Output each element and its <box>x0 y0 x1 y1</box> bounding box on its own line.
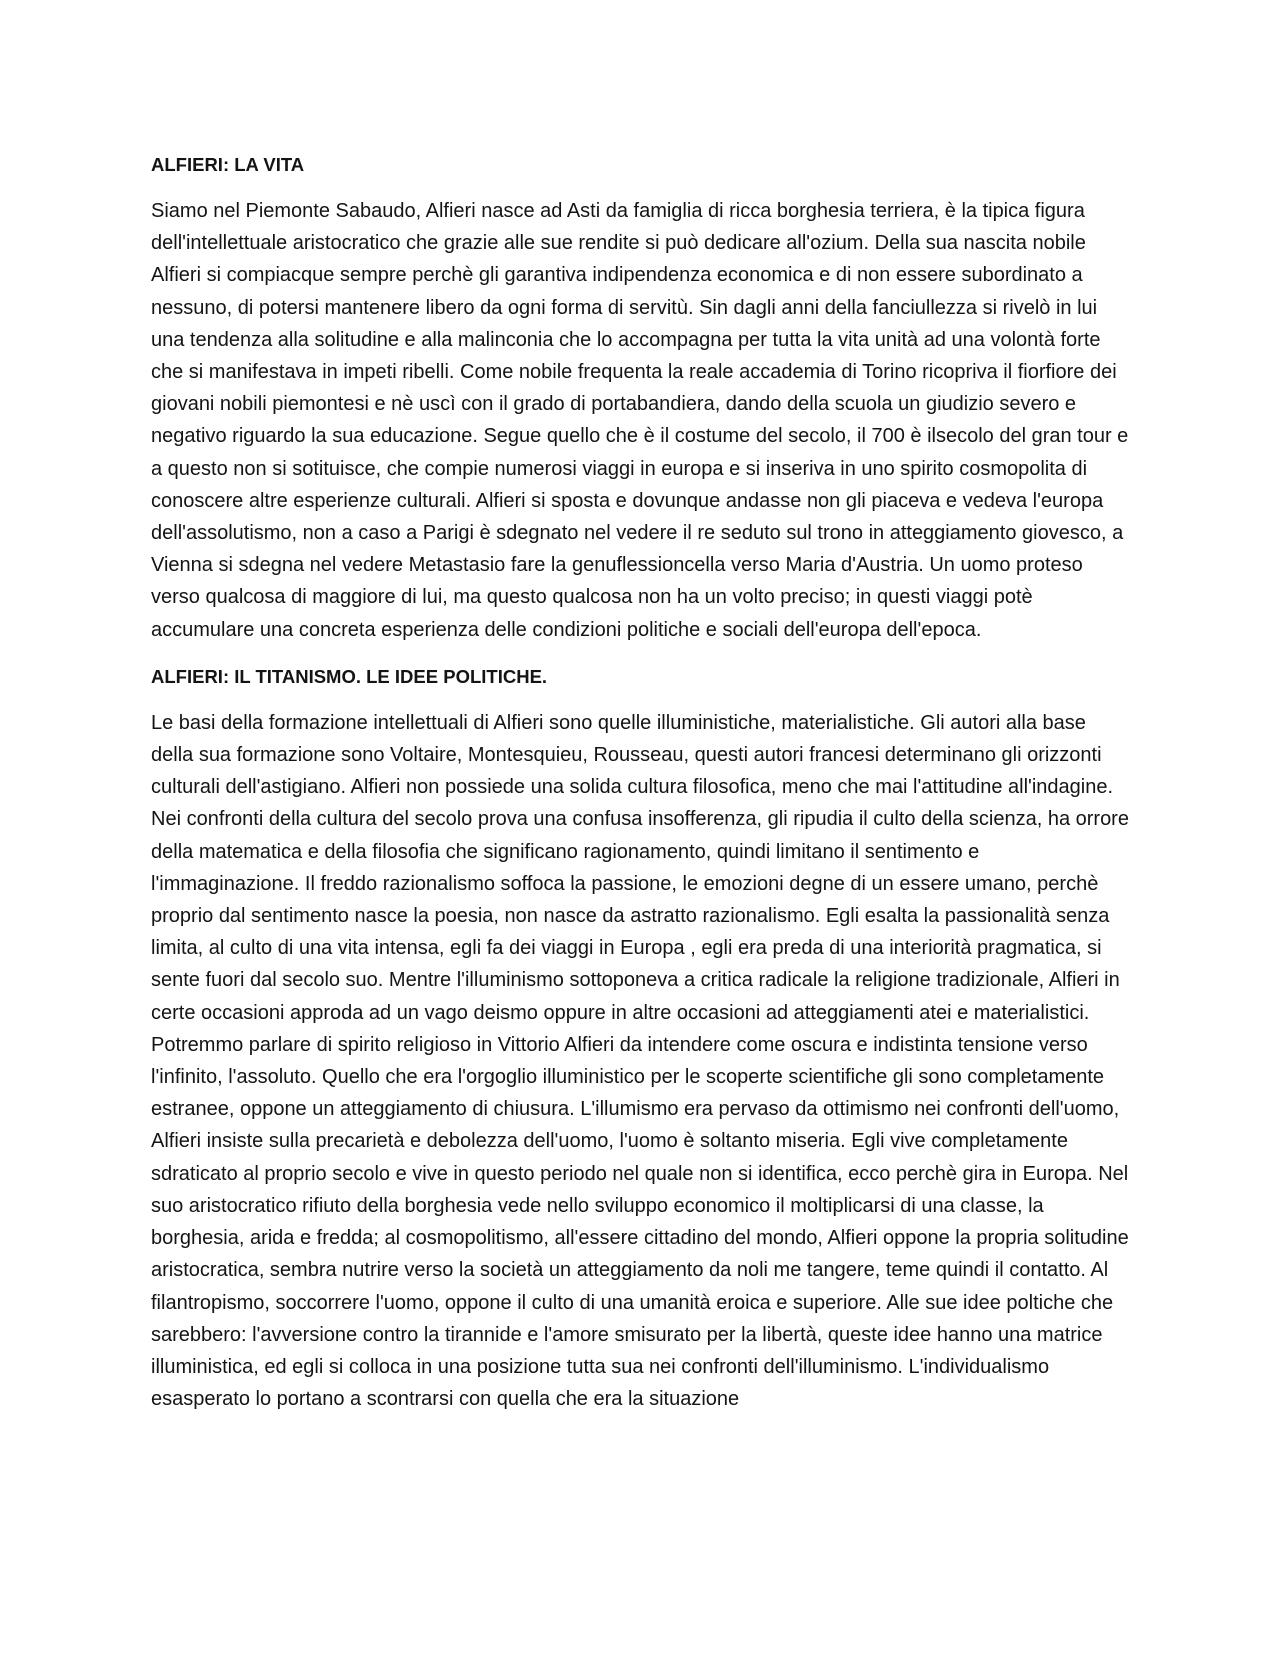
section-title-la-vita: ALFIERI: LA VITA <box>151 154 305 175</box>
section-title-titanismo: ALFIERI: IL TITANISMO. LE IDEE POLITICHE. <box>151 665 548 687</box>
section-body-la-vita: Siamo nel Piemonte Sabaudo, Alfieri nasce ad Asti da famiglia di ricca borghesia terriera, è la tipica figura dell'intellettuale aristocratico che grazie alle sue rendite si può dedicare all'ozium. Della sua nascita nobile Alfieri si compiacque sempre perchè gli garantiva indipendenza economica e di non essere subordinato a nessuno, di potersi mantenere libero da ogni forma di servitù. Sin dagli anni della fanciullezza si rivelò in lui una tendenza alla solitudine e alla malinconia che lo accompagna per tutta la vita unità ad una volontà forte che si manifestava in impeti ribelli. Come nobile frequenta la reale accademia di Torino ricopriva il fiorfiore dei giovani nobili piemontesi e nè uscì con il grado di portabandiera, dando della scuola un giudizio severo e negativo riguardo la sua educazione. Segue quello che è il costume del secolo, il 700 è ilsecolo del gran tour e a questo non si sotituisce, che compie numerosi viaggi in europa e si inseriva in uno spirito cosmopolita di conoscere altre esperienze culturali. Alfieri si sposta e dovunque andasse non gli piaceva e vedeva l'europa dell'assolutismo, non a caso a Parigi è sdegnato nel vedere il re seduto sul trono in atteggiamento giovesco, a Vienna si sdegna nel vedere Metastasio fare la genuflessioncella verso Maria d'Austria. Un uomo proteso verso qualcosa di maggiore di lui, ma questo qualcosa non ha un volto preciso; in questi viaggi potè accumulare una concreta esperienza delle condizioni politiche e sociali dell'europa dell'epoca. <box>151 200 1129 641</box>
document-page <box>151 152 1131 1415</box>
section-body-titanismo: Le basi della formazione intellettuali di Alfieri sono quelle illuministiche, materialistiche. Gli autori alla base della sua formazione sono Voltaire, Montesquieu, Rousseau, questi autori francesi determinano gli orizzonti culturali dell'astigiano. Alfieri non possiede una solida cultura filosofica, meno che mai l'attitudine all'indagine. Nei confronti della cultura del secolo prova una confusa insofferenza, gli ripudia il culto della scienza, ha orrore della matematica e della filosofia che significano ragionamento, quindi limitano il sentimento e l'immaginazione. Il freddo razionalismo soffoca la passione, le emozioni degne di un essere umano, perchè proprio dal sentimento nasce la poesia, non nasce da astratto razionalismo. Egli esalta la passionalità senza limita, al culto di una vita intensa, egli fa dei viaggi in Europa , egli era preda di una interiorità pragmatica, si sente fuori dal secolo suo. Mentre l'illuminismo sottoponeva a critica radicale la religione tradizionale, Alfieri in certe occasioni approda ad un vago deismo oppure in altre occasioni ad atteggiamenti atei e materialistici. Potremmo parlare di spirito religioso in Vittorio Alfieri da intendere come oscura e indistinta tensione verso l'infinito, l'assoluto. Quello che era l'orgoglio illuministico per le scoperte scientifiche gli sono completamente estranee, oppone un atteggiamento di chiusura. L'illumismo era pervaso da ottimismo nei confronti dell'uomo, Alfieri insiste sulla precarietà e debolezza dell'uomo, l'uomo è soltanto miseria. Egli vive completamente sdraticato al proprio secolo e vive in questo periodo nel quale non si identifica, ecco perchè gira in Europa. Nel suo aristocratico rifiuto della borghesia vede nello sviluppo economico il moltiplicarsi di una classe, la borghesia, arida e fredda; al cosmopolitismo, all'essere cittadino del mondo, Alfieri oppone la propria solitudine aristocratica, sembra nutrire verso la società un atteggiamento da noli me tangere, teme quindi il contatto. Al filantropismo, soccorrere l'uomo, oppone il culto di una umanità eroica e superiore. Alle sue idee poltiche che sarebbero: l'avversione contro la tirannide e l'amore smisurato per la libertà, queste idee hanno una matrice illuministica, ed egli si colloca in una posizione tutta sua nei confronti dell'illuminismo. L'individualismo esasperato lo portano a scontrarsi con quella che era la situazione <box>151 711 1129 1411</box>
